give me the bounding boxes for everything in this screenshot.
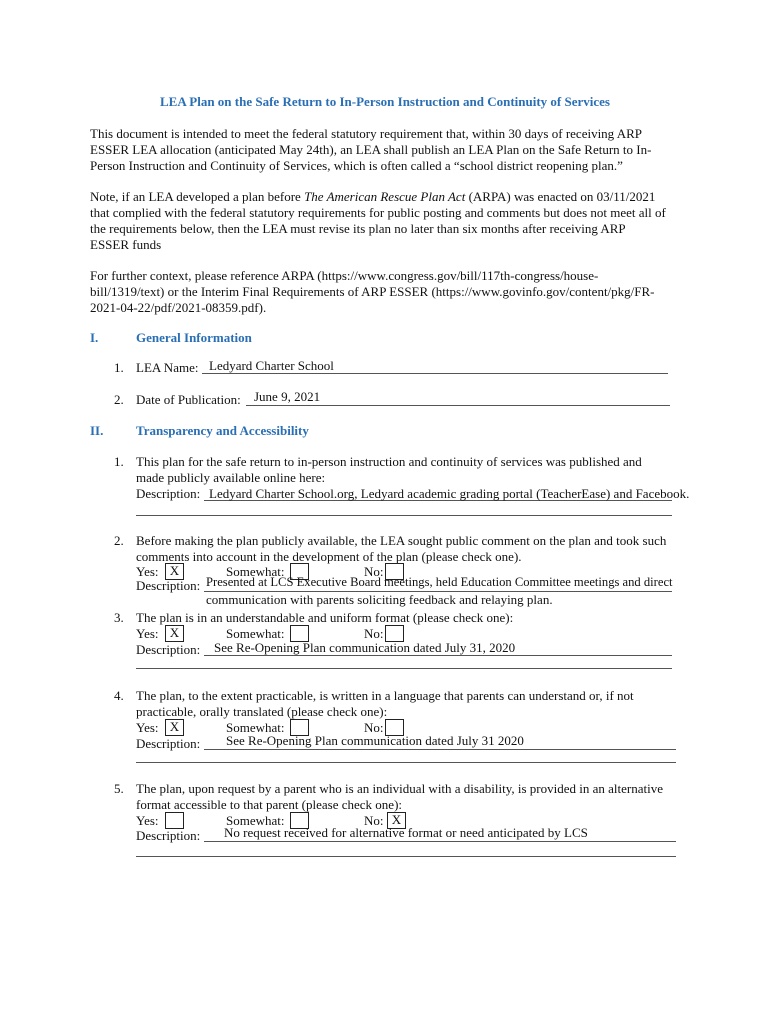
q3-yes-label: Yes: [136,626,159,641]
q3-number: 3. [114,610,124,625]
note-line-4: ESSER funds [90,237,162,252]
q4-desc-value: See Re-Opening Plan communication dated July 31 2020 [226,733,524,748]
date-label: Date of Publication: [136,392,241,407]
q2-desc-value-2: communication with parents soliciting feedback and relaying plan. [206,592,553,607]
q2-number: 2. [114,533,124,548]
note-line-1 [90,189,655,205]
context-line-2: bill/1319/text) or the Interim Final Requirements of ARP ESSER (https://www.govinfo.gov/content/pkg/FR- [90,284,655,299]
q3-desc-underline-2 [136,668,672,669]
q2-text-2: comments into account in the development of the plan (please check one). [136,549,522,564]
note-line-2: that complied with the federal statutory requirements for public posting and comments but does not meet all of [90,205,666,220]
q3-yes-mark: X [169,624,180,640]
act-name: The American Rescue Plan Act [304,189,466,204]
q5-no-label: No: [364,813,384,828]
intro-line-3: Person Instruction and Continuity of Services, which is often called a “school district reopening plan.” [90,158,623,173]
q1-text-1: This plan for the safe return to in-person instruction and continuity of services was published and [136,454,642,469]
q3-no-label: No: [364,626,384,641]
intro-line-2: ESSER LEA allocation (anticipated May 24th), an LEA shall publish an LEA Plan on the Safe Return to In- [90,142,652,157]
q2-somewhat-label: Somewhat: [226,564,285,579]
q5-desc-underline-1 [204,841,676,842]
q4-desc-underline-2 [136,762,676,763]
q3-text-1: The plan is in an understandable and uniform format (please check one): [136,610,514,625]
q5-desc-value: No request received for alternative format or need anticipated by LCS [224,825,588,840]
q4-number: 4. [114,688,124,703]
q4-somewhat-label: Somewhat: [226,720,285,735]
q5-no-mark: X [391,811,402,827]
document-title: LEA Plan on the Safe Return to In-Person Instruction and Continuity of Services [160,94,610,109]
q4-text-1: The plan, to the extent practicable, is written in a language that parents can understand or, if not [136,688,634,703]
intro-line-1: This document is intended to meet the federal statutory requirement that, within 30 days of receiving ARP [90,126,643,141]
q2-yes-label: Yes: [136,564,159,579]
q4-yes-label: Yes: [136,720,159,735]
q5-number: 5. [114,781,124,796]
lea-name-value: Ledyard Charter School [209,358,334,373]
q4-yes-mark: X [169,718,180,734]
q2-desc-label: Description: [136,578,201,593]
q3-yes-checkbox[interactable] [165,624,184,642]
q2-yes-mark: X [169,562,180,578]
section-1-number: I. [90,330,99,345]
section-2-heading: Transparency and Accessibility [136,423,309,438]
q5-text-2: format accessible to that parent (please check one): [136,797,403,812]
date-value: June 9, 2021 [254,389,321,404]
q2-desc-value-1: Presented at LCS Executive Board meetings, held Education Committee meetings and direct [206,575,673,589]
q5-desc-underline-2 [136,856,676,857]
q4-no-label: No: [364,720,384,735]
note-text-end: (ARPA) was enacted on 03/11/2021 [465,189,656,204]
q4-desc-label: Description: [136,736,201,751]
section-1-heading: General Information [136,330,252,345]
q2-text-1: Before making the plan publicly available, the LEA sought public comment on the plan and took such [136,533,667,548]
q3-somewhat-label: Somewhat: [226,626,285,641]
q1-number: 1. [114,454,124,469]
q5-yes-checkbox[interactable] [165,811,184,829]
q5-desc-label: Description: [136,828,201,843]
q4-text-2: practicable, orally translated (please check one): [136,704,388,719]
q4-yes-checkbox[interactable] [165,718,184,736]
section-2-number: II. [90,423,104,438]
q5-yes-label: Yes: [136,813,159,828]
q2-no-label: No: [364,564,384,579]
q3-desc-value: See Re-Opening Plan communication dated July 31, 2020 [214,640,516,655]
q1-desc-label: Description: [136,486,201,501]
q5-somewhat-label: Somewhat: [226,813,285,828]
q1-desc-value: Ledyard Charter School.org, Ledyard academic grading portal (TeacherEase) and Facebook. [209,486,690,501]
q3-desc-label: Description: [136,642,201,657]
lea-name-label: LEA Name: [136,360,199,375]
note-line-3: the requirements below, then the LEA must revise its plan no later than six months after receiving ARP [90,221,626,236]
item-2-number: 2. [114,392,124,407]
item-1-number: 1. [114,360,124,375]
note-text: Note, if an LEA developed a plan before [90,189,305,204]
q5-text-1: The plan, upon request by a parent who is an individual with a disability, is provided in an alternative [136,781,663,796]
q4-desc-underline-1 [204,749,676,750]
context-line-1: For further context, please reference ARPA (https://www.congress.gov/bill/117th-congress/house- [90,268,599,283]
q1-desc-underline-2 [136,515,672,516]
q1-text-2: made publicly available online here: [136,470,326,485]
context-line-3: 2021-04-22/pdf/2021-08359.pdf). [90,300,267,315]
date-underline [246,405,670,406]
